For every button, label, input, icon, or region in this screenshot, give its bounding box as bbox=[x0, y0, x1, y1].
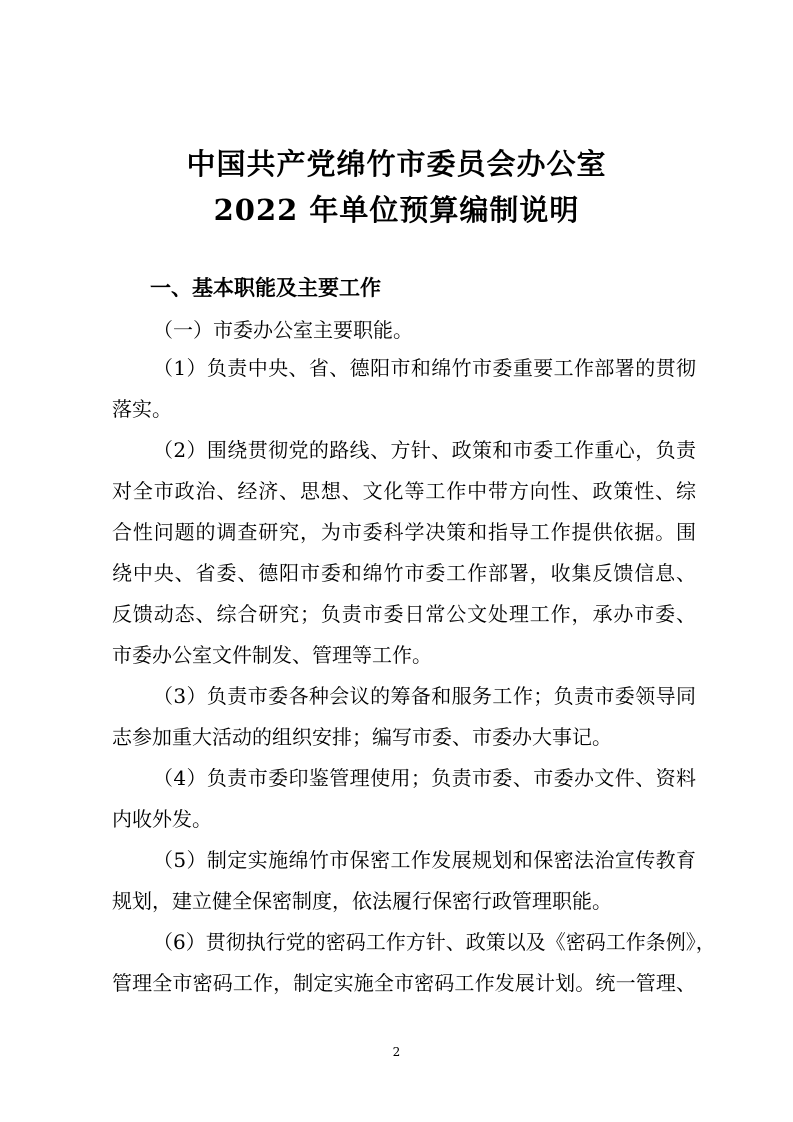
paragraph-2-line-2: 对全市政治、经济、思想、文化等工作中带方向性、政策性、综 bbox=[112, 479, 696, 503]
page-number: 2 bbox=[392, 1045, 401, 1059]
paragraph-2-line-4: 绕中央、省委、德阳市委和绵竹市委工作部署，收集反馈信息、 bbox=[112, 561, 696, 585]
paragraph-1-line-2: 落实。 bbox=[112, 397, 172, 421]
paragraph-6-line-1: （6）贯彻执行党的密码工作方针、政策以及《密码工作条例》， bbox=[153, 930, 716, 954]
paragraph-2-line-1: （2）围绕贯彻党的路线、方针、政策和市委工作重心，负责 bbox=[153, 438, 696, 462]
paragraph-6-line-2: 管理全市密码工作，制定实施全市密码工作发展计划。统一管理、 bbox=[112, 971, 696, 995]
document-title-line-2: 2022 年单位预算编制说明 bbox=[213, 193, 580, 227]
paragraph-4-line-2: 内收外发。 bbox=[112, 807, 212, 831]
document-title-line-1: 中国共产党绵竹市委员会办公室 bbox=[186, 147, 607, 181]
subsection-heading: （一）市委办公室主要职能。 bbox=[153, 318, 413, 342]
paragraph-2-line-5: 反馈动态、综合研究；负责市委日常公文处理工作，承办市委、 bbox=[112, 602, 696, 626]
paragraph-3-line-2: 志参加重大活动的组织安排；编写市委、市委办大事记。 bbox=[112, 725, 612, 749]
paragraph-4-line-1: （4）负责市委印鉴管理使用；负责市委、市委办文件、资料 bbox=[153, 766, 696, 790]
paragraph-2-line-6: 市委办公室文件制发、管理等工作。 bbox=[112, 643, 432, 667]
paragraph-2-line-3: 合性问题的调查研究，为市委科学决策和指导工作提供依据。围 bbox=[112, 520, 696, 544]
paragraph-5-line-1: （5）制定实施绵竹市保密工作发展规划和保密法治宣传教育 bbox=[153, 848, 696, 872]
paragraph-5-line-2: 规划，建立健全保密制度，依法履行保密行政管理职能。 bbox=[112, 889, 612, 913]
section-heading: 一、基本职能及主要工作 bbox=[150, 276, 381, 300]
paragraph-3-line-1: （3）负责市委各种会议的筹备和服务工作；负责市委领导同 bbox=[153, 684, 696, 708]
paragraph-1-line-1: （1）负责中央、省、德阳市和绵竹市委重要工作部署的贯彻 bbox=[153, 356, 696, 380]
